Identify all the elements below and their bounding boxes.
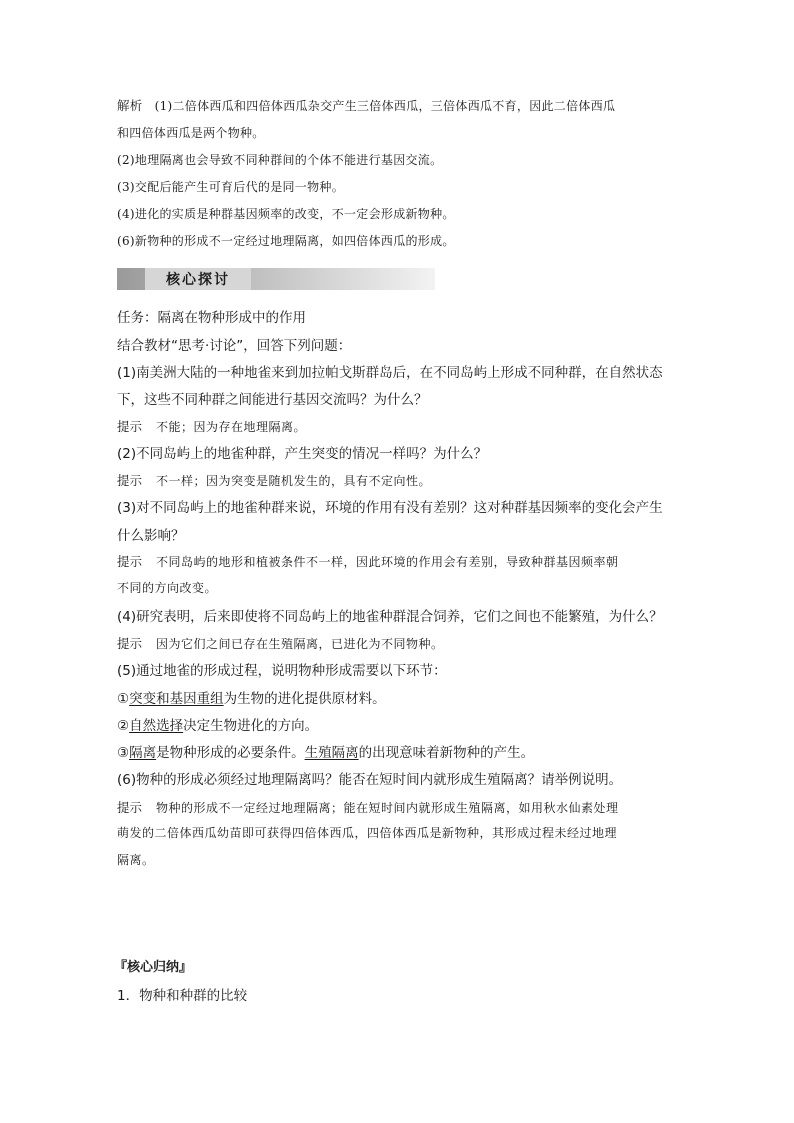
q5-a-underlined: 突变和基因重组 bbox=[129, 691, 224, 707]
hint-label: 提示 bbox=[117, 554, 143, 569]
q5-c-mid: 是物种形成的必要条件。 bbox=[156, 745, 305, 761]
q6-hint-text-1: 物种的形成不一定经过地理隔离；能在短时间内就形成生殖隔离，如用秋水仙素处理 bbox=[156, 801, 619, 815]
section-title: 核心探讨 bbox=[166, 272, 230, 288]
q5-c-num: ③ bbox=[117, 745, 130, 761]
hint-label: 提示 bbox=[117, 473, 143, 488]
q5-item-b bbox=[117, 714, 318, 734]
q1-line-2: 下，这些不同种群之间能进行基因交流吗？为什么？ bbox=[117, 392, 428, 408]
q6-hint-text-2: 萌发的二倍体西瓜幼苗即可获得四倍体西瓜，四倍体西瓜是新物种，其形成过程未经过地理 bbox=[117, 826, 618, 840]
hint-label: 提示 bbox=[117, 636, 143, 651]
analysis-line-5: (4)进化的实质是种群基因频率的改变，不一定会形成新物种。 bbox=[117, 207, 455, 221]
task-line: 任务：隔离在物种形成中的作用 bbox=[117, 310, 306, 326]
analysis-text-1: (1)二倍体西瓜和四倍体西瓜杂交产生三倍体西瓜，三倍体西瓜不育，因此二倍体西瓜 bbox=[154, 99, 616, 113]
q1-hint bbox=[117, 416, 306, 435]
analysis-line-2: 和四倍体西瓜是两个物种。 bbox=[117, 126, 265, 140]
hint-label: 提示 bbox=[117, 419, 143, 434]
intro-line: 结合教材“思考·讨论”，回答下列问题： bbox=[117, 338, 352, 354]
q4-hint-text: 因为它们之间已存在生殖隔离，已进化为不同物种。 bbox=[156, 637, 444, 651]
q3-hint-text-1: 不同岛屿的地形和植被条件不一样，因此环境的作用会有差别，导致种群基因频率朝 bbox=[156, 555, 619, 569]
q5-b-rest: 决定生物进化的方向。 bbox=[183, 718, 319, 734]
analysis-line-6: (6)新物种的形成不一定经过地理隔离，如四倍体西瓜的形成。 bbox=[117, 234, 455, 248]
q5-c-underlined-2: 生殖隔离 bbox=[304, 745, 359, 761]
q1-line-1: (1)南美洲大陆的一种地雀来到加拉帕戈斯群岛后，在不同岛屿上形成不同种群，在自然状态 bbox=[117, 365, 663, 381]
q3-hint-1 bbox=[117, 551, 619, 570]
analysis-line-4: (3)交配后能产生可育后代的是同一物种。 bbox=[117, 180, 344, 194]
q5-c-rest: 的出现意味着新物种的产生。 bbox=[358, 745, 535, 761]
q5-item-a bbox=[117, 687, 386, 707]
q1-hint-text: 不能；因为存在地理隔离。 bbox=[156, 420, 307, 434]
summary-title: 『核心归纳』 bbox=[114, 960, 193, 975]
q5-c-underlined-1: 隔离 bbox=[129, 745, 157, 761]
section-banner-box bbox=[145, 268, 251, 290]
hint-label: 提示 bbox=[117, 800, 143, 815]
q6-hint-text-3: 隔离。 bbox=[117, 853, 155, 867]
q5-a-rest: 为生物的进化提供原材料。 bbox=[223, 691, 386, 707]
analysis-line-3: (2)地理隔离也会导致不同种群间的个体不能进行基因交流。 bbox=[117, 153, 443, 167]
q3-hint-text-2: 不同的方向改变。 bbox=[117, 581, 218, 595]
q5-a-num: ① bbox=[117, 691, 130, 707]
q4-hint bbox=[117, 633, 444, 652]
q5-b-underlined: 自然选择 bbox=[129, 718, 184, 734]
q3-line-1: (3)对不同岛屿上的地雀种群来说，环境的作用有没有差别？这对种群基因频率的变化会产生 bbox=[117, 500, 663, 516]
summary-item-1: 1．物种和种群的比较 bbox=[117, 988, 248, 1004]
analysis-label: 解析 bbox=[117, 98, 143, 113]
q5-line-1: (5)通过地雀的形成过程，说明物种形成需要以下环节： bbox=[117, 663, 447, 679]
q2-hint-text: 不一样；因为突变是随机发生的，具有不定向性。 bbox=[156, 474, 432, 488]
q2-hint bbox=[117, 470, 431, 489]
q5-item-c bbox=[117, 741, 534, 761]
q2-line-1: (2)不同岛屿上的地雀种群，产生突变的情况一样吗？为什么？ bbox=[117, 446, 488, 462]
analysis-line-1 bbox=[117, 96, 615, 114]
q6-hint-1 bbox=[117, 797, 619, 816]
q4-line-1: (4)研究表明，后来即使将不同岛屿上的地雀种群混合饲养，它们之间也不能繁殖，为什么？ bbox=[117, 609, 663, 625]
q6-line-1: (6)物种的形成必须经过地理隔离吗？能否在短时间内就形成生殖隔离？请举例说明。 bbox=[117, 772, 623, 788]
section-banner bbox=[117, 268, 435, 290]
q3-line-2: 什么影响？ bbox=[117, 528, 185, 544]
q5-b-num: ② bbox=[117, 718, 130, 734]
